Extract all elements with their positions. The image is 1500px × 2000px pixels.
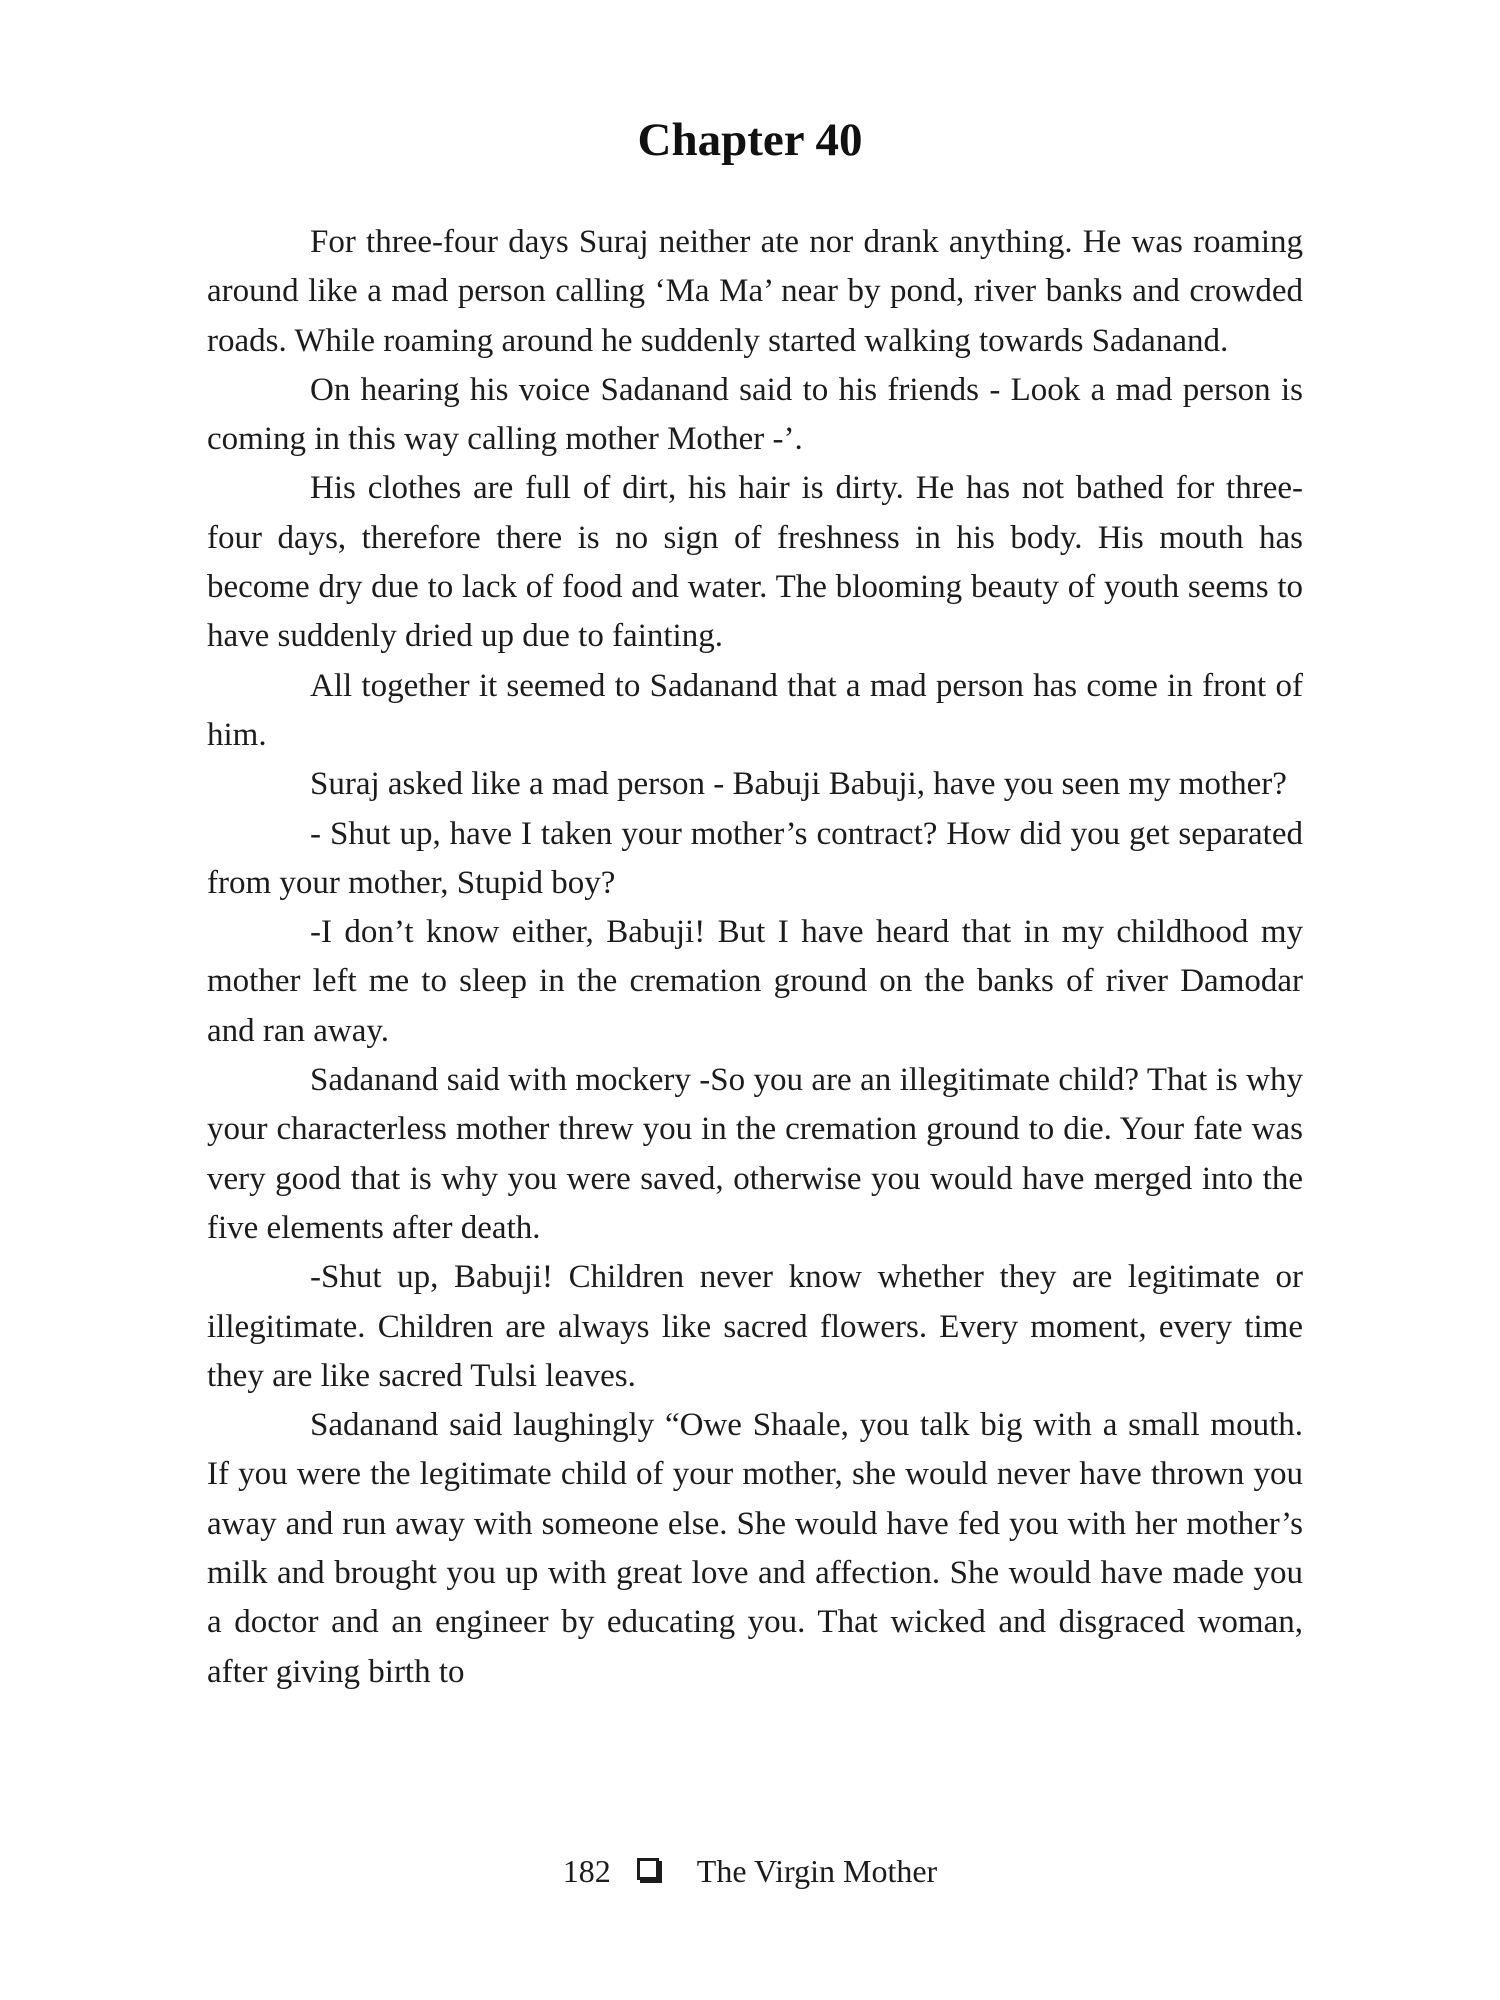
paragraph: -Shut up, Babuji! Children never know whether they are legitimate or illegitimate. Children are always like sacred flowers. Every moment, every time they are like sacred Tulsi leaves. xyxy=(207,1259,1303,1394)
paragraph: -I don’t know either, Babuji! But I have heard that in my childhood my mother left me to sleep in the cremation ground on the banks of river Damodar and ran away. xyxy=(207,914,1303,1049)
page-footer xyxy=(0,1846,1500,1896)
paragraph: Sadanand said with mockery -So you are an illegitimate child? That is why your characterless mother threw you in the cremation ground to die. Your fate was very good that is why you were saved, otherwise you would have merged into the five elements after death. xyxy=(207,1062,1303,1246)
paragraph: Suraj asked like a mad person - Babuji Babuji, have you seen my mother? xyxy=(310,766,1287,803)
box-icon xyxy=(637,1858,659,1880)
paragraph: On hearing his voice Sadanand said to his friends - Look a mad person is coming in this way calling mother Mother -’. xyxy=(207,371,1303,458)
book-title: The Virgin Mother xyxy=(696,1852,938,1889)
paragraph: - Shut up, have I taken your mother’s contract? How did you get separated from your mother, Stupid boy? xyxy=(207,815,1303,901)
chapter-body xyxy=(207,218,1303,1697)
paragraph: All together it seemed to Sadanand that a mad person has come in front of him. xyxy=(207,667,1303,753)
page-number: 182 xyxy=(562,1852,611,1889)
paragraph: For three-four days Suraj neither ate nor drank anything. He was roaming around like a mad person calling ‘Ma Ma’ near by pond, river banks and crowded roads. While roaming around he suddenly started walking towards Sadanand. xyxy=(207,224,1303,359)
chapter-title: Chapter 40 xyxy=(637,114,863,166)
paragraph: His clothes are full of dirt, his hair is dirty. He has not bathed for three-four days, therefore there is no sign of freshness in his body. His mouth has become dry due to lack of food and water. The blooming beauty of youth seems to have suddenly dried up due to fainting. xyxy=(207,470,1303,655)
paragraph: Sadanand said laughingly “Owe Shaale, you talk big with a small mouth. If you were the legitimate child of your mother, she would never have thrown you away and run away with someone else. She would have fed you with her mother’s milk and brought you up with great love and affection. She would have made you a doctor and an engineer by educating you. That wicked and disgraced woman, after giving birth to xyxy=(207,1407,1303,1690)
